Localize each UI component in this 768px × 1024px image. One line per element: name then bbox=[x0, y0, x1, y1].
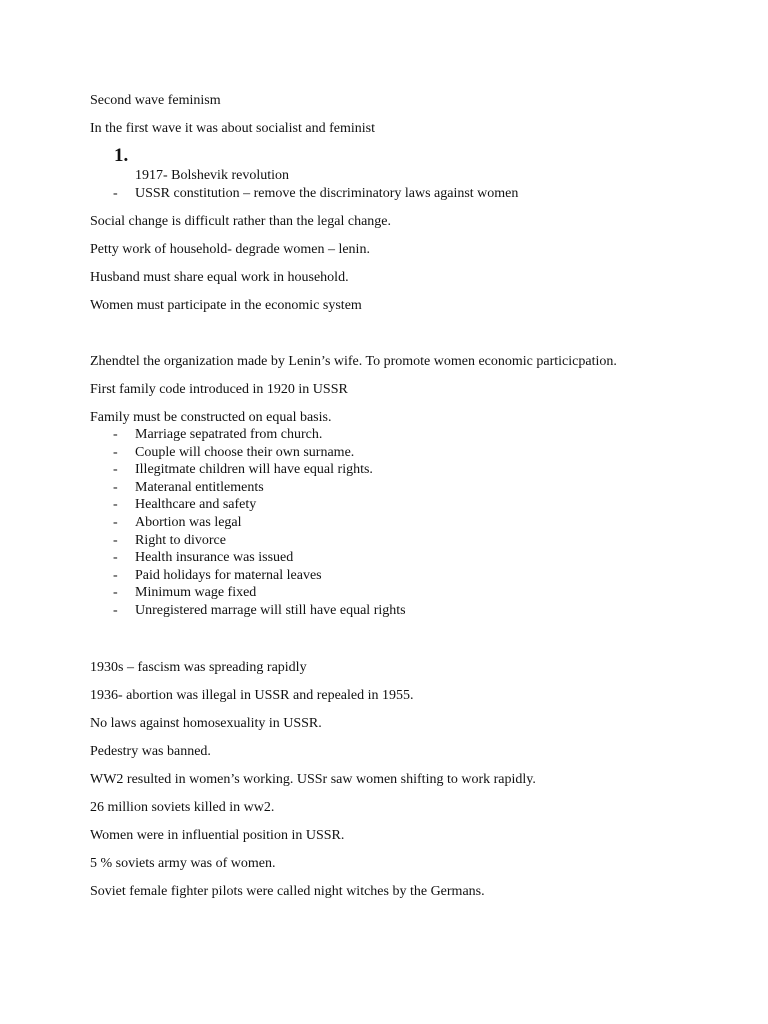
list-item: - Unregistered marrage will still have equal rights bbox=[113, 603, 406, 619]
list-item: - Abortion was legal bbox=[113, 515, 242, 531]
dash-bullet: - bbox=[113, 462, 118, 478]
list-item: - Paid holidays for maternal leaves bbox=[113, 567, 322, 583]
dash-bullet: - bbox=[113, 497, 118, 513]
paragraph: Family must be constructed on equal basis. bbox=[90, 410, 332, 426]
dash-list-a bbox=[90, 185, 730, 203]
list-item: - Healthcare and safety bbox=[113, 497, 257, 513]
heading-second-wave: Second wave feminism bbox=[90, 93, 221, 108]
list-item: - Minimum wage fixed bbox=[113, 585, 257, 601]
paragraph: Husband must share equal work in household. bbox=[90, 270, 349, 286]
paragraph: No laws against homosexuality in USSR. bbox=[90, 715, 322, 731]
paragraph: 5 % soviets army was of women. bbox=[90, 855, 276, 871]
paragraph: 1930s – fascism was spreading rapidly bbox=[90, 659, 307, 675]
list-item: - Illegitmate children will have equal rights. bbox=[113, 462, 373, 478]
paragraph: Petty work of household- degrade women – lenin. bbox=[90, 242, 370, 258]
list-item: - USSR constitution – remove the discriminatory laws against women bbox=[113, 185, 519, 201]
paragraph: Zhendtel the organization made by Lenin’s wife. To promote women economic particicpation. bbox=[90, 354, 617, 370]
paragraph: Soviet female fighter pilots were called night witches by the Germans. bbox=[90, 883, 485, 899]
dash-bullet: - bbox=[113, 185, 118, 201]
dash-bullet: - bbox=[113, 427, 118, 443]
dash-bullet: - bbox=[113, 515, 118, 531]
paragraph: First family code introduced in 1920 in USSR bbox=[90, 382, 348, 398]
paragraph: Women must participate in the economic system bbox=[90, 298, 362, 314]
paragraph: In the first wave it was about socialist and feminist bbox=[90, 121, 375, 136]
list-item: - Materanal entitlements bbox=[113, 479, 264, 495]
dash-bullet: - bbox=[113, 550, 118, 566]
paragraph: Social change is difficult rather than the legal change. bbox=[90, 214, 392, 230]
paragraph: 26 million soviets killed in ww2. bbox=[90, 799, 275, 815]
dash-bullet: - bbox=[113, 567, 118, 583]
dash-list-b bbox=[90, 426, 730, 620]
list-item: - Health insurance was issued bbox=[113, 550, 294, 566]
paragraph: Women were in influential position in USSR. bbox=[90, 827, 345, 843]
numbered-item-marker: 1. bbox=[114, 145, 129, 166]
list-item: - Right to divorce bbox=[113, 532, 226, 548]
paragraph: WW2 resulted in women’s working. USSr saw women shifting to work rapidly. bbox=[90, 771, 536, 787]
list-item: - Marriage sepatrated from church. bbox=[113, 427, 323, 443]
document-page bbox=[90, 92, 730, 900]
dash-bullet: - bbox=[113, 532, 118, 548]
dash-bullet: - bbox=[113, 603, 118, 619]
list-item: - Couple will choose their own surname. bbox=[113, 444, 355, 460]
paragraph: 1936- abortion was illegal in USSR and repealed in 1955. bbox=[90, 687, 414, 703]
dash-bullet: - bbox=[113, 479, 118, 495]
paragraph: Pedestry was banned. bbox=[90, 743, 211, 759]
dash-bullet: - bbox=[113, 585, 118, 601]
dash-bullet: - bbox=[113, 444, 118, 460]
numbered-item-text: 1917- Bolshevik revolution bbox=[135, 168, 289, 183]
